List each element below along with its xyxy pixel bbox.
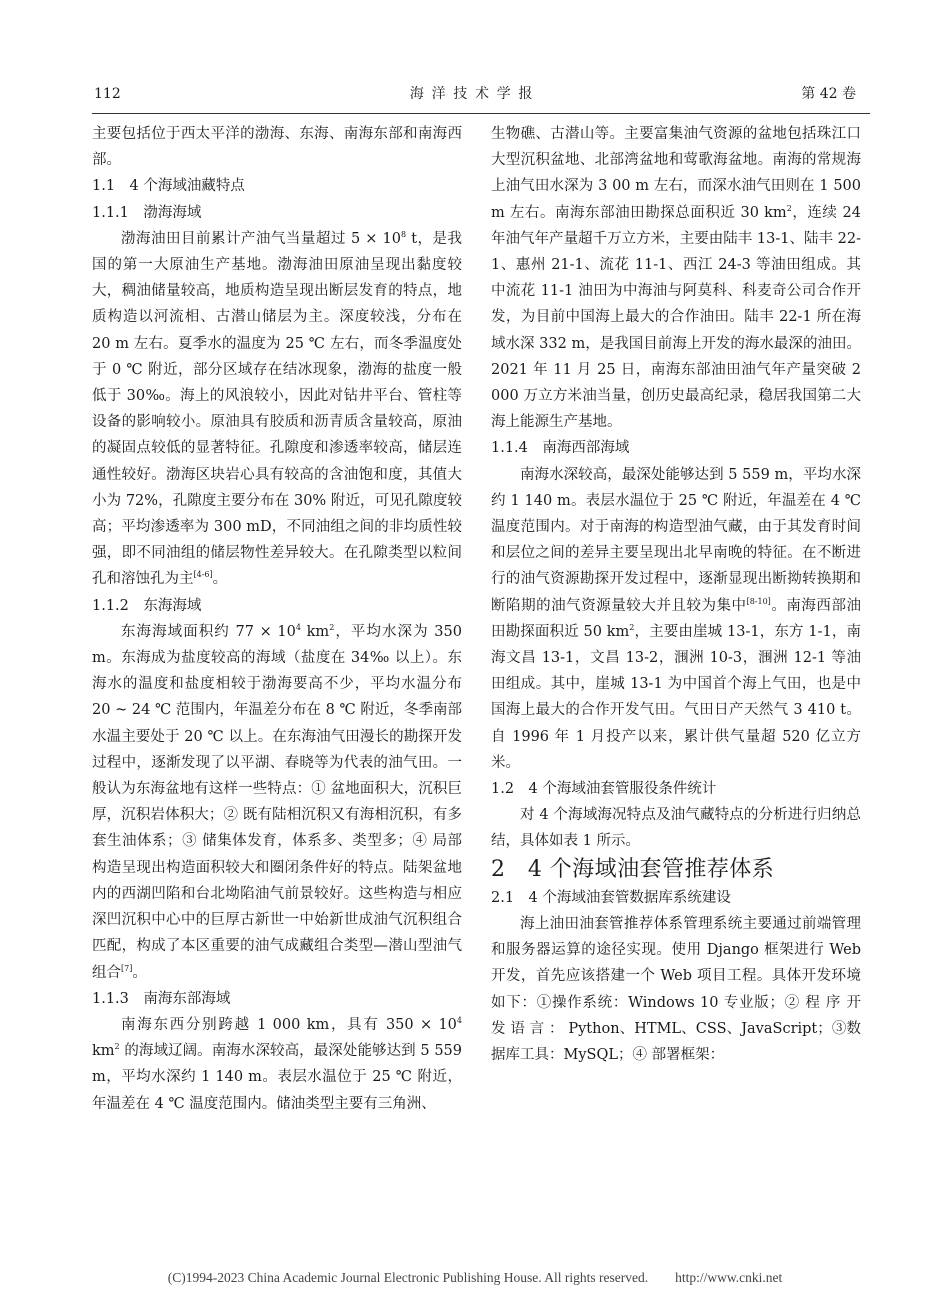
section-1-1-2-heading: 1.1.2 东海海域 xyxy=(92,597,202,614)
right-column xyxy=(491,121,861,1068)
bohai-paragraph: 渤海油田目前累计产油气当量超过 $5 \times 10^8$ t，是我国的第一大原油生产基地。渤海油田原油呈现出黏度较大，稠油储量较高，地质构造呈现出断层发育的特点，地质构造以河流相、古潜山储层为主。深度较浅，分布在 20 m 左右。夏季水的温度为 25 ℃ 左右，而冬季温度处于 0 ℃ 附近，部分区域存在结冰现象，渤海的盐度一般低于 30‰。海上的风浪较小，因此对钻井平台、管柱等设备的影响较小。原油具有胶质和沥青质含量较高，原油的凝固点较低的显著特征。孔隙度和渗透率较高，储层连通性较好。渤海区块岩心具有较高的含油饱和度，其值大小为 72%，孔隙度主要分布在 30% 附近，可见孔隙度较高；平均渗透率为 300 mD，不同油组之间的非均质性较强，即不同油组的储层物性差异较大。在孔隙类型以粒间孔和溶蚀孔为主[4-6]。 xyxy=(92,229,462,588)
journal-title: 海洋技术学报 xyxy=(409,86,541,102)
citation-ref[interactable]: [4-6] xyxy=(193,570,213,580)
header-rule xyxy=(92,113,870,114)
volume-label: 第 42 卷 xyxy=(801,86,856,102)
section-1-1-3-heading: 1.1.3 南海东部海域 xyxy=(92,990,231,1007)
section-2-heading: 2 4 个海域油套管推荐体系 xyxy=(491,856,775,882)
citation-ref[interactable]: [8-10] xyxy=(746,596,771,606)
section-2-1-paragraph: 海上油田油套管推荐体系管理系统主要通过前端管理和服务器运算的途径实现。使用 Django 框架进行 Web 开发，首先应该搭建一个 Web 项目工程。具体开发环境如下：①操作系统：Windows 10 专业版；② 程 序 开 发 语 言 ： Python、HTML、CSS、JavaScript；③数据库工具：MySQL；④ 部署框架： xyxy=(491,915,861,1063)
nanhai-east-paragraph: 南海东西分别跨越 1 000 km，具有 $350 \times 10^4$ $km^2$ 的海域辽阔。南海水深较高，最深处能够达到 5 559 m，平均水深约 1 140 m。表层水温位于 25 ℃ 附近，年温差在 4 ℃ 温度范围内。储油类型主要有三角洲、 xyxy=(92,1016,462,1112)
left-column xyxy=(92,121,462,1117)
intro-paragraph: 主要包括位于西太平洋的渤海、东海、南海东部和南海西部。 xyxy=(92,126,462,169)
nanhai-west-paragraph: 南海水深较高，最深处能够达到 5 559 m，平均水深约 1 140 m。表层水温位于 25 ℃ 附近，年温差在 4 ℃ 温度范围内。对于南海的构造型油气藏，由于其发育时间和层位之间的差异主要呈现出北早南晚的特征。在不断进行的油气资源勘探开发过程中，逐渐显现出断拗转换期和断陷期的油气资源量较大并且较为集中[8-10]。南海西部油田勘探面积近 50 $km^2$，主要由崖城 13-1，东方 1-1，南海文昌 13-1，文昌 13-2，涠洲 10-3，涠洲 12-1 等油田组成。其中，崖城 13-1 为中国首个海上气田，也是中国海上最大的合作开发气田。气田日产天然气 3 410 t。自 1996 年 1 月投产以来，累计供气量超 520 亿立方米。 xyxy=(491,466,862,771)
section-1-2-heading: 1.2 4 个海域油套管服役条件统计 xyxy=(491,781,717,798)
donghai-paragraph: 东海海域面积约 $77 \times 10^4$ $km^2$，平均水深为 350 m。东海成为盐度较高的海域（盐度在 34‰ 以上）。东海水的温度和盐度相较于渤海要高不少，平均水温分布 20 ~ 24 ℃ 范围内，年温差分布在 8 ℃ 附近，冬季南部水温主要处于 20 ℃ 以上。在东海油气田漫长的勘探开发过程中，逐渐发现了以平湖、春晓等为代表的油气田。一般认为东海盆地有这样一些特点：① 盆地面积大，沉积巨厚，沉积岩体积大；② 既有陆相沉积又有海相沉积，有多套生油体系；③ 储集体发育，体系多、类型多；④ 局部构造呈现出构造面积较大和圈闭条件好的特点。陆架盆地内的西湖凹陷和台北坳陷油气前景较好。这些构造与相应深凹沉积中心中的巨厚古新世一中始新世成油气沉积组合匹配，构成了本区重要的油气成藏组合类型—潜山型油气组合[7]。 xyxy=(92,623,462,981)
section-1-1-1-heading: 1.1.1 渤海海域 xyxy=(92,204,202,221)
section-1-1-4-heading: 1.1.4 南海西部海域 xyxy=(491,440,630,457)
continuation-paragraph: 生物礁、古潜山等。主要富集油气资源的盆地包括珠江口大型沉积盆地、北部湾盆地和莺歌海盆地。南海的常规海上油气田水深为 3 00 m 左右，而深水油气田则在 1 500 m 左右。南海东部油田勘探总面积近 30 $km^2$，连续 24 年油气年产量超千万立方米，主要由陆丰 13-1、陆丰 22-1、惠州 21-1、流花 11-1、西江 24-3 等油田组成。其中流花 11-1 油田为中海油与阿莫科、科麦奇公司合作开发，为目前中国海上最大的合作油田。陆丰 22-1 所在海域水深 332 m，是我国目前海上开发的海水最深的油田。2021 年 11 月 25 日，南海东部油田油气年产量突破 2 000 万立方米油当量，创历史最高纪录，稳居我国第二大海上能源生产基地。 xyxy=(491,126,862,431)
section-2-1-heading: 2.1 4 个海域油套管数据库系统建设 xyxy=(491,889,731,906)
section-1-2-paragraph: 对 4 个海域海况特点及油气藏特点的分析进行归纳总结，具体如表 1 所示。 xyxy=(491,807,861,850)
page-number: 112 xyxy=(94,86,121,102)
section-1-1-heading: 1.1 4 个海域油藏特点 xyxy=(92,178,245,195)
citation-ref[interactable]: [7] xyxy=(121,963,133,973)
copyright-footer: (C)1994-2023 China Academic Journal Electronic Publishing House. All rights reserved. http://www.cnki.net xyxy=(167,1270,783,1285)
